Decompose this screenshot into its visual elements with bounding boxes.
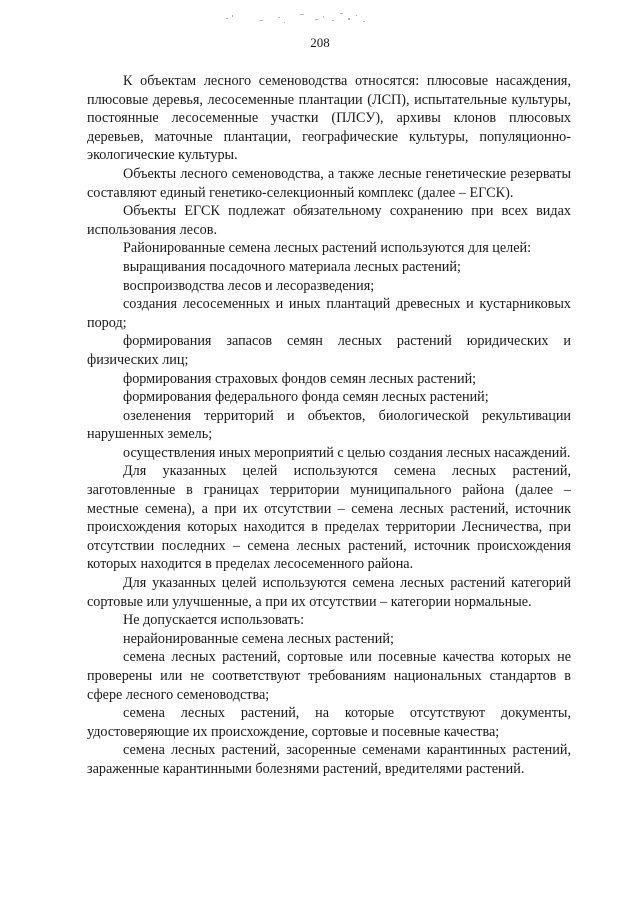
scan-artifact-marks (220, 8, 370, 30)
list-item: воспроизводства лесов и лесоразведения; (123, 277, 375, 294)
list-item: осуществления иных мероприятий с целью создания лесных насаждений. (123, 444, 571, 461)
list-item: нерайонированные семена лесных растений; (123, 630, 394, 647)
list-item: семена лесных растений, сортовые или посевные качества которых не проверены или не соответствуют требованиям национальных стандартов в сфере лесного семеноводства; (87, 649, 571, 703)
paragraph: Для указанных целей используются семена лесных растений категорий сортовые или улучшенные, а при их отсутствии – категории нормальные. (87, 575, 571, 610)
list-item: формирования запасов семян лесных растений юридических и физических лиц; (87, 333, 571, 368)
paragraph: Для указанных целей используются семена лесных растений, заготовленные в границах территории муниципального района (далее – местные семена), а при их отсутствии – семена лесных растений, источник происхождения которых находится в пределах территории Лесничества, при отсутствии последних – семена лесных растений, источник происхождения которых находится в пределах лесосеменного района. (87, 463, 571, 573)
paragraph: Объекты лесного семеноводства, а также лесные генетические резерваты составляют единый генетико-селекционный комплекс (далее – ЕГСК). (87, 165, 571, 201)
document-body (87, 72, 571, 779)
list-item: семена лесных растений, засоренные семенами карантинных растений, зараженные карантинными болезнями растений, вредителями растений. (87, 742, 571, 777)
paragraph: Не допускается использовать: (123, 612, 305, 629)
list-item: создания лесосеменных и иных плантаций древесных и кустарниковых пород; (87, 296, 571, 331)
paragraph: Объекты ЕГСК подлежат обязательному сохранению при всех видах использования лесов. (87, 203, 571, 238)
paragraph: К объектам лесного семеноводства относятся: плюсовые насаждения, плюсовые деревья, лесосеменные плантации (ЛСП), испытательные культуры, постоянные лесосеменные участки (ПЛСУ), архивы клонов плюсовых деревьев, маточные плантации, географические культуры, популяционно-экологические культуры. (87, 73, 571, 164)
list-item: формирования страховых фондов семян лесных растений; (123, 370, 477, 387)
page-number: 208 (310, 35, 330, 50)
list-item: формирования федерального фонда семян лесных растений; (123, 389, 489, 406)
paragraph: Районированные семена лесных растений используются для целей: (123, 240, 532, 257)
list-item: семена лесных растений, на которые отсутствуют документы, удостоверяющие их происхождение, сортовые и посевные качества; (87, 705, 571, 740)
list-item: озеленения территорий и объектов, биологической рекультивации нарушенных земель; (87, 407, 571, 443)
list-item: выращивания посадочного материала лесных растений; (123, 258, 461, 275)
